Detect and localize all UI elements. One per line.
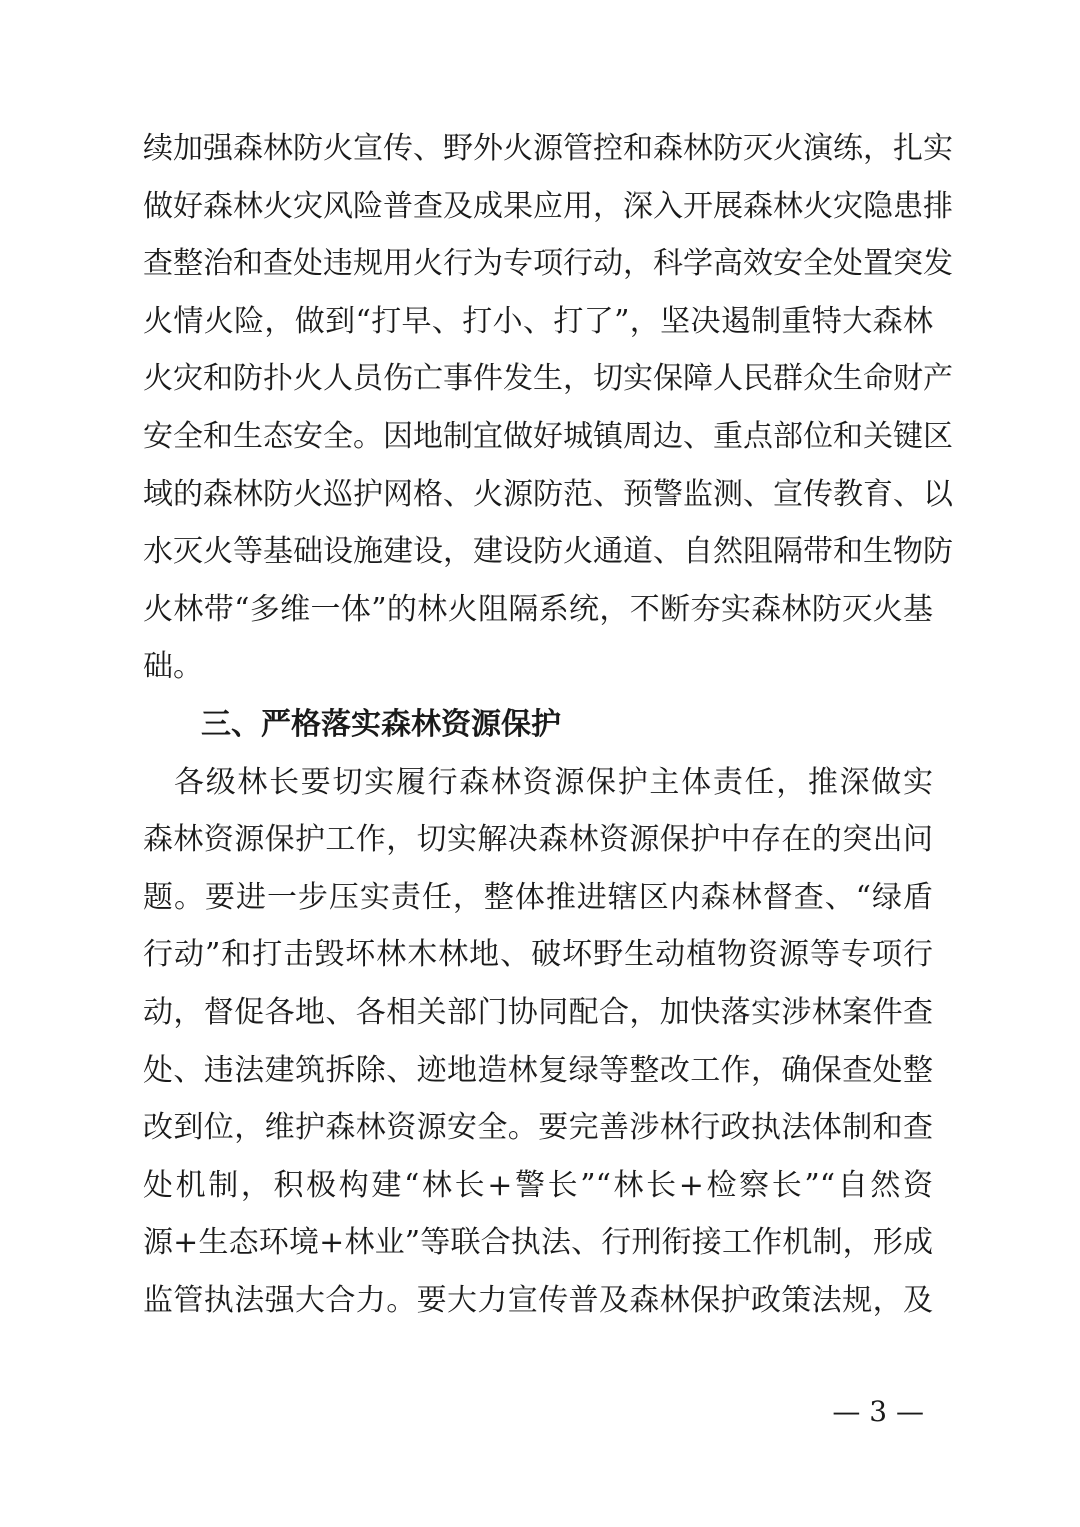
page-number: — 3 — bbox=[832, 1395, 924, 1428]
text-line: 域的森林防火巡护网格、火源防范、预警监测、宣传教育、以 bbox=[143, 476, 953, 512]
section-heading: 三、严格落实森林资源保护 bbox=[201, 706, 561, 742]
text-line: 森林资源保护工作，切实解决森林资源保护中存在的突出问 bbox=[143, 822, 933, 858]
text-line: 行动”和打击毁坏林木林地、破坏野生动植物资源等专项行 bbox=[143, 937, 933, 973]
text-line: 火灾和防扑火人员伤亡事件发生，切实保障人民群众生命财产 bbox=[143, 361, 953, 397]
paragraph-resource-protection bbox=[143, 754, 933, 1330]
text-line: 处机制，积极构建“林长+警长”“林长+检察长”“自然资 bbox=[143, 1167, 933, 1203]
text-line: 题。要进一步压实责任，整体推进辖区内森林督查、“绿盾 bbox=[143, 879, 933, 915]
text-line: 火林带“多维一体”的林火阻隔系统，不断夯实森林防灭火基 bbox=[143, 591, 933, 627]
text-line: 查整治和查处违规用火行为专项行动，科学高效安全处置突发 bbox=[143, 246, 953, 282]
text-line: 各级林长要切实履行森林资源保护主体责任，推深做实 bbox=[174, 764, 933, 800]
text-line: 动，督促各地、各相关部门协同配合，加快落实涉林案件查 bbox=[143, 994, 933, 1030]
text-line: 做好森林火灾风险普查及成果应用，深入开展森林火灾隐患排 bbox=[143, 188, 953, 224]
text-line: 水灭火等基础设施建设，建设防火通道、自然阻隔带和生物防 bbox=[143, 534, 953, 570]
text-line: 火情火险，做到“打早、打小、打了”，坚决遏制重特大森林 bbox=[143, 303, 933, 339]
text-line: 监管执法强大合力。要大力宣传普及森林保护政策法规，及 bbox=[143, 1282, 933, 1318]
text-line: 安全和生态安全。因地制宜做好城镇周边、重点部位和关键区 bbox=[143, 418, 953, 454]
text-line: 续加强森林防火宣传、野外火源管控和森林防灭火演练，扎实 bbox=[143, 131, 953, 166]
text-line: 处、违法建筑拆除、迹地造林复绿等整改工作，确保查处整 bbox=[143, 1052, 933, 1088]
text-line: 源+生态环境+林业”等联合执法、行刑衔接工作机制，形成 bbox=[143, 1225, 933, 1261]
text-line: 础。 bbox=[143, 649, 203, 685]
paragraph-fire-prevention bbox=[143, 120, 953, 696]
text-line: 改到位，维护森林资源安全。要完善涉林行政执法体制和查 bbox=[143, 1110, 933, 1146]
document-body bbox=[143, 120, 953, 1329]
